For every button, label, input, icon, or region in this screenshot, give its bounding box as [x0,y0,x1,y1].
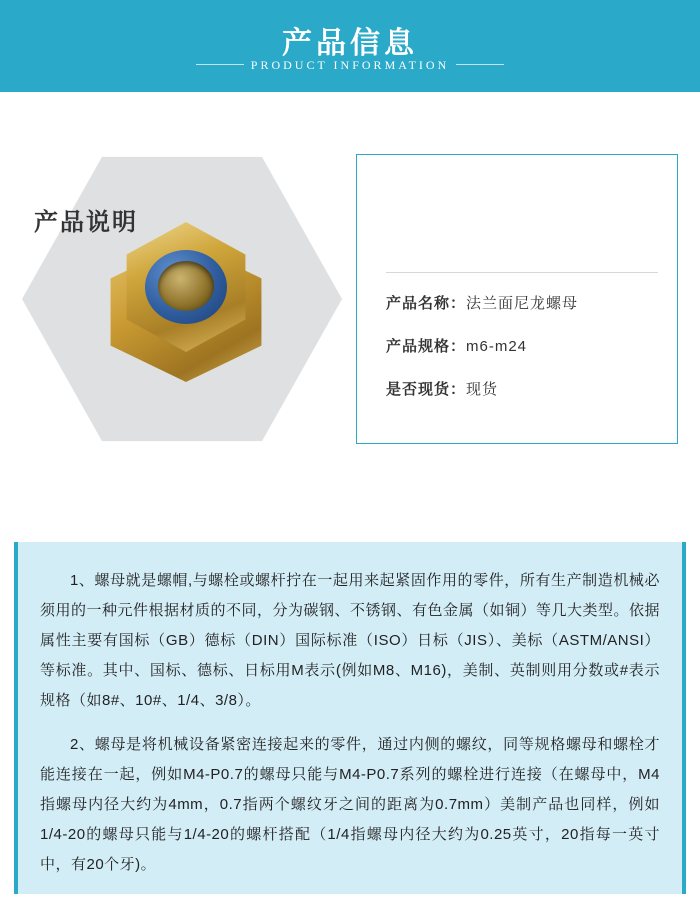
product-spec-list [386,292,666,421]
spec-value-name: 法兰面尼龙螺母 [466,295,579,312]
header-inner [0,0,700,92]
product-section [0,92,700,500]
description-block [14,542,686,894]
page-header [0,0,700,92]
description-paragraph-2: 2、螺母是将机械设备紧密连接起来的零件，通过内侧的螺纹，同等规格螺母和螺栓才能连接在一起，例如M4-P0.7的螺母只能与M4-P0.7系列的螺栓进行连接（在螺母中，M4指螺母内径大约为4mm，0.7指两个螺纹牙之间的距离为0.7mm）美制产品也同样，例如1/4-20的螺母只能与1/4-20的螺杆搭配（1/4指螺母内径大约为0.25英寸，20指每一英寸中，有20个牙)。 [40,736,660,873]
description-paragraph-1: 1、螺母就是螺帽,与螺栓或螺杆拧在一起用来起紧固作用的零件，所有生产制造机械必须用的一种元件根据材质的不同，分为碳钢、不锈钢、有色金属（如铜）等几大类型。依据属性主要有国标（GB）德标（DIN）国际标准（ISO）日标（JIS）、美标（ASTM/ANSI）等标准。其中、国标、德标、日标用M表示(例如M8、M16)，美制、英制则用分数或#表示规格（如8#、10#、1/4、3/8）。 [40,572,661,709]
page-subtitle: PRODUCT INFORMATION [250,58,450,72]
spec-value-size: m6-m24 [466,338,528,355]
nut-thread-hole [158,261,214,311]
spec-label-stock: 是否现货： [386,381,467,398]
nylon-flange-nut-illustration [100,212,272,387]
spec-row-stock [386,378,666,399]
spec-value-stock: 现货 [466,381,499,398]
product-info-heading: 产品说明 [34,209,138,236]
page-title: 产品信息 [282,27,418,60]
product-image [22,154,342,444]
spec-label-name: 产品名称： [386,295,467,312]
spec-label-size: 产品规格： [386,338,467,355]
spec-row-size [386,335,666,356]
info-divider [386,272,658,273]
spec-row-name [386,292,666,313]
